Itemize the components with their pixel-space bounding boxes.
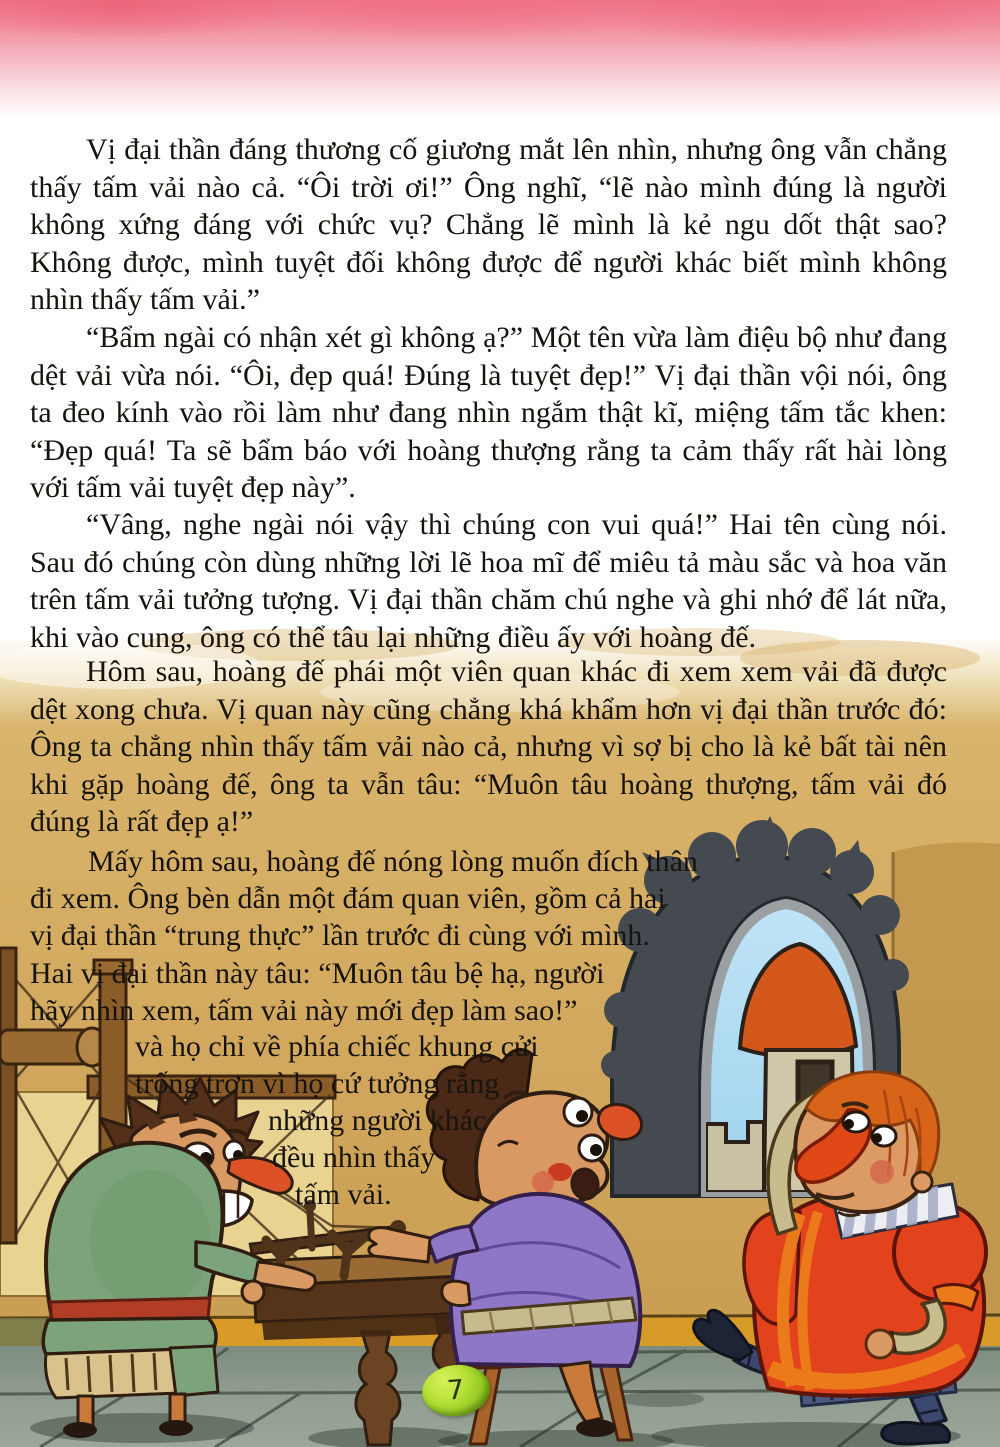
story-line: Mấy hôm sau, hoàng đế nóng lòng muốn đích thân <box>88 845 698 878</box>
story-line: trống trơn vì họ cứ tưởng rằng <box>135 1067 500 1100</box>
story-line: đi xem. Ông bèn dẫn một đám quan viên, gồm cả hai <box>30 882 666 915</box>
story-line: những người khác <box>268 1104 487 1137</box>
story-line: tấm vải. <box>295 1178 392 1211</box>
story-paragraph-3: “Vâng, nghe ngài nói vậy thì chúng con vui quá!” Hai tên cùng nói. Sau đó chúng còn dùng những lời lẽ hoa mĩ để miêu tả màu sắc và hoa văn trên tấm vải tưởng tượng. Vị đại thần chăm chú nghe và ghi nhớ để lát nữa, khi vào cung, ông có thể tâu lại những điều ấy với hoàng đế. <box>30 508 947 654</box>
story-line: Hai vị đại thần này tâu: “Muôn tâu bệ hạ, người <box>30 957 605 990</box>
story-line: và họ chỉ về phía chiếc khung cửi <box>135 1030 539 1063</box>
story-paragraph-4: Hôm sau, hoàng đế phái một viên quan khác đi xem xem vải đã được dệt xong chưa. Vị quan này cũng chẳng khá khẩm hơn vị đại thần trước đó: Ông ta chẳng nhìn thấy tấm vải nào cả, nhưng vì sợ bị cho là kẻ bất tài nên khi gặp hoàng đế, ông ta vẫn tâu: “Muôn tâu hoàng thượng, tấm vải đó đúng là rất đẹp ạ!” <box>30 655 947 839</box>
story-line: hãy nhìn xem, tấm vải này mới đẹp làm sao!” <box>30 994 578 1027</box>
story-line: vị đại thần “trung thực” lần trước đi cùng với mình. <box>30 919 650 952</box>
story-paragraph-2: “Bẩm ngài có nhận xét gì không ạ?” Một tên vừa làm điệu bộ như đang dệt vải vừa nói. “Ôi, đẹp quá! Đúng là tuyệt đẹp!” Vị đại thần vội nói, ông ta đeo kính vào rồi làm như đang nhìn ngắm thật kĩ, miệng tấm tắc khen: “Đẹp quá! Ta sẽ bẩm báo với hoàng thượng rằng ta cảm thấy rất hài lòng với tấm vải tuyệt đẹp này”. <box>30 321 947 505</box>
page-number: 7 <box>446 1374 466 1407</box>
story-paragraph-1: Vị đại thần đáng thương cố giương mắt lên nhìn, nhưng ông vẫn chẳng thấy tấm vải nào cả. “Ôi trời ơi!” Ông nghĩ, “lẽ nào mình đúng là người không xứng đáng với chức vụ? Chẳng lẽ mình là kẻ ngu dốt thật sao? Không được, mình tuyệt đối không được để người khác biết mình không nhìn thấy tấm vải.” <box>30 133 947 317</box>
story-line: đều nhìn thấy <box>272 1141 436 1174</box>
